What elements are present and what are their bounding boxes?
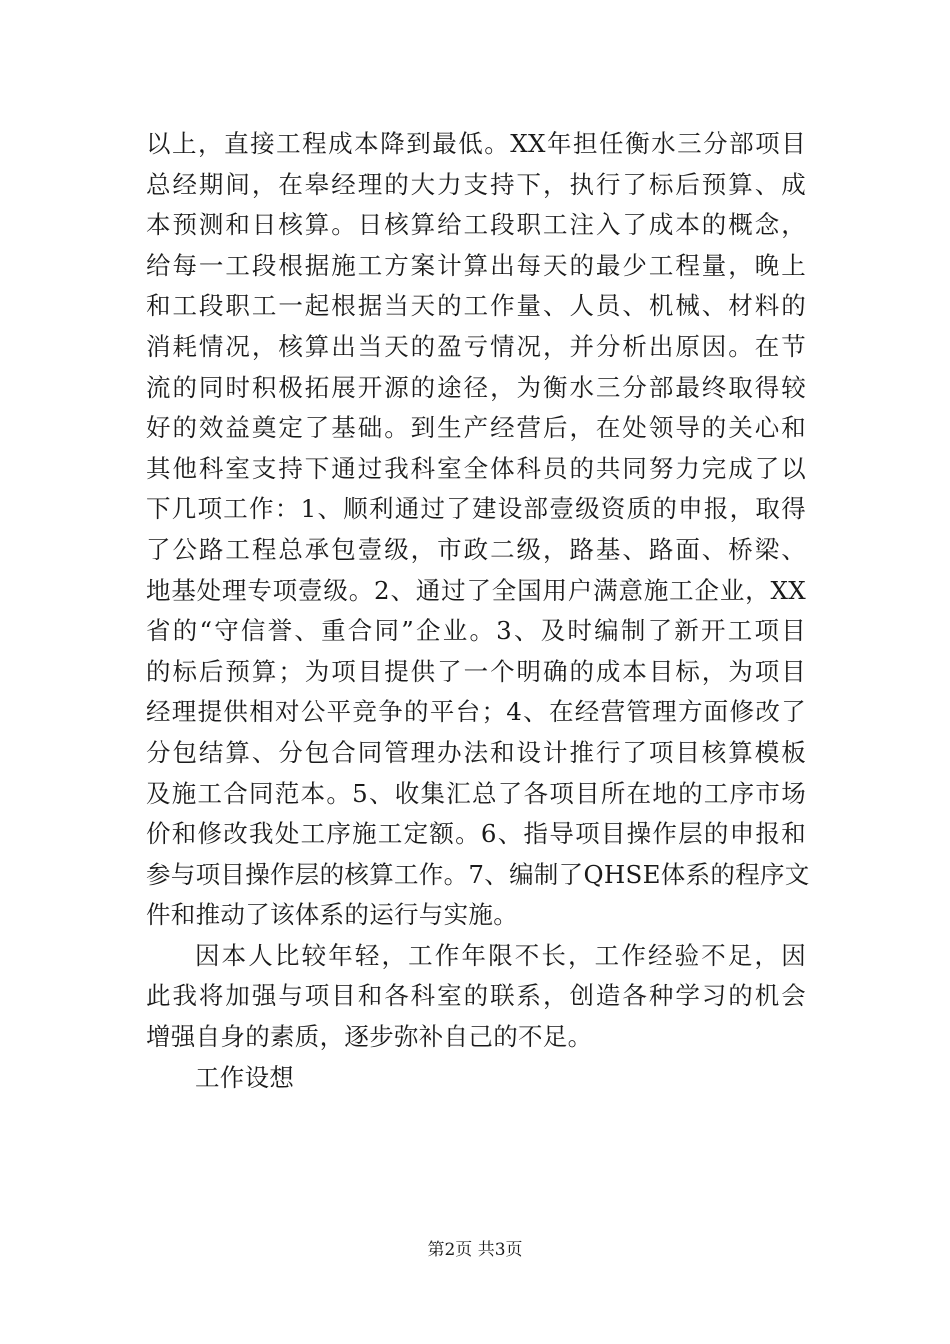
paragraph-line: 及施工合同范本。5、收集汇总了各项目所在地的工序市场 xyxy=(146,778,806,808)
paragraph-line: 省的“守信誉、重合同”企业。3、及时编制了新开工项目 xyxy=(146,616,806,646)
paragraph-line: 地基处理专项壹级。2、通过了全国用户满意施工企业，XX xyxy=(146,575,806,605)
paragraph-line: 参与项目操作层的核算工作。7、编制了QHSE体系的程序文 xyxy=(146,859,810,889)
paragraph-line: 其他科室支持下通过我科室全体科员的共同努力完成了以 xyxy=(146,453,806,483)
paragraph-line-last: 增强自身的素质，逐步弥补自己的不足。 xyxy=(146,1022,593,1052)
paragraph-line: 好的效益奠定了基础。到生产经营后，在处领导的关心和 xyxy=(146,413,806,443)
paragraph-line: 下几项工作：1、顺利通过了建设部壹级资质的申报，取得 xyxy=(146,494,806,524)
page-number-footer: 第2页 共3页 xyxy=(427,1240,523,1260)
body-text xyxy=(146,124,810,1098)
paragraph-line: 的标后预算；为项目提供了一个明确的成本目标，为项目 xyxy=(146,656,806,686)
paragraph-line: 流的同时积极拓展开源的途径，为衡水三分部最终取得较 xyxy=(146,372,806,402)
section-heading: 工作设想 xyxy=(195,1062,295,1092)
paragraph-line: 给每一工段根据施工方案计算出每天的最少工程量，晚上 xyxy=(146,250,806,280)
paragraph-line: 本预测和日核算。日核算给工段职工注入了成本的概念， xyxy=(146,210,806,240)
paragraph-line: 和工段职工一起根据当天的工作量、人员、机械、材料的 xyxy=(146,291,806,321)
paragraph-line: 以上，直接工程成本降到最低。XX年担任衡水三分部项目 xyxy=(146,129,806,158)
paragraph-line-first: 因本人比较年轻，工作年限不长，工作经验不足，因 xyxy=(195,940,806,970)
paragraph-line-last: 件和推动了该体系的运行与实施。 xyxy=(146,900,518,930)
paragraph-line: 总经期间，在皋经理的大力支持下，执行了标后预算、成 xyxy=(146,169,806,199)
paragraph-line: 消耗情况，核算出当天的盈亏情况，并分析出原因。在节 xyxy=(146,331,806,361)
paragraph-line: 价和修改我处工序施工定额。6、指导项目操作层的申报和 xyxy=(146,819,806,849)
paragraph-line: 分包结算、分包合同管理办法和设计推行了项目核算模板 xyxy=(146,737,806,767)
paragraph-line: 此我将加强与项目和各科室的联系，创造各种学习的机会 xyxy=(146,981,806,1011)
paragraph-line: 经理提供相对公平竞争的平台；4、在经营管理方面修改了 xyxy=(146,697,806,727)
paragraph-line: 了公路工程总承包壹级，市政二级，路基、路面、桥梁、 xyxy=(146,534,806,564)
